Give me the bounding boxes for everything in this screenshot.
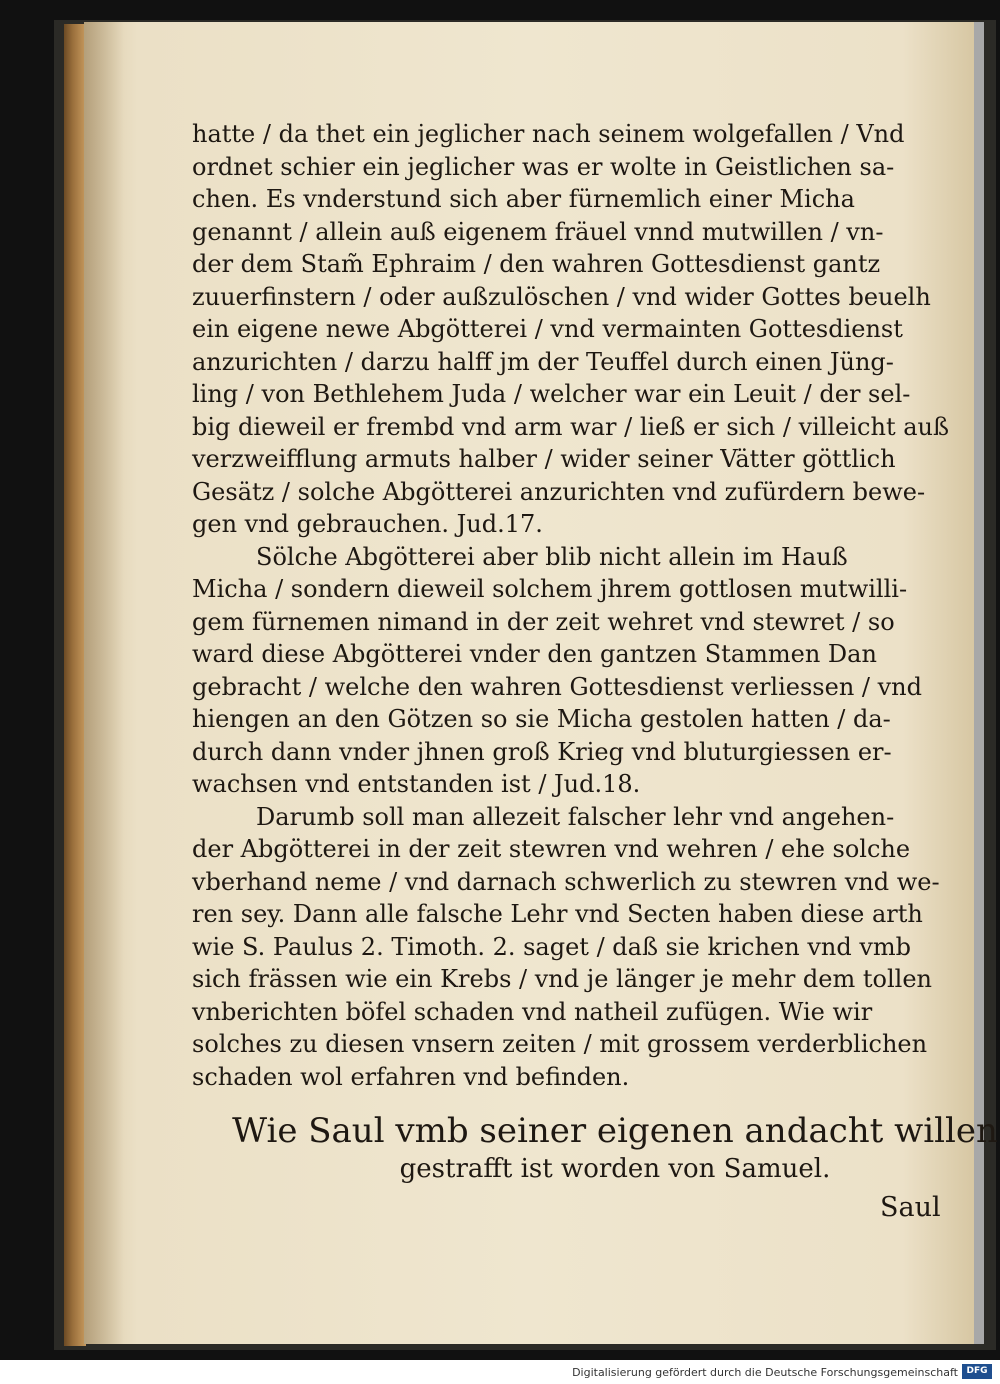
text-line: hatte / da thet ein jeglicher nach seinem wolgefallen / Vnd: [192, 120, 905, 148]
text-line: der Abgötterei in der zeit stewren vnd wehren / ehe solche: [192, 835, 911, 863]
text-line: ling / von Bethlehem Juda / welcher war ein Leuit / der sel-: [192, 380, 911, 408]
text-line: big dieweil er frembd vnd arm war / ließ er sich / villeicht auß: [192, 412, 950, 441]
dfg-logo-icon: DFG: [962, 1364, 992, 1379]
catchword: Saul: [880, 1192, 941, 1223]
text-line: Darumb soll man allezeit falscher lehr vnd angehen-: [256, 802, 895, 831]
heading-line-1: Wie Saul vmb seiner eigenen andacht willen: [232, 1111, 998, 1151]
text-line: der dem Stam̃ Ephraim / den wahren Gottesdienst gantz: [192, 250, 881, 278]
paragraph-3: [192, 801, 962, 1094]
text-line: wie S. Paulus 2. Timoth. 2. saget / daß sie krichen vnd vmb: [192, 932, 912, 961]
section-heading: [200, 1110, 1000, 1186]
paragraph-2: [192, 541, 962, 801]
text-line: hiengen an den Götzen so sie Micha gestolen hatten / da-: [192, 705, 891, 733]
text-line: sich frässen wie ein Krebs / vnd je länger je mehr dem tollen: [192, 965, 932, 993]
heading-line-2: gestrafft ist worden von Samuel.: [399, 1154, 831, 1184]
text-line: gen vnd gebrauchen. Jud.17.: [192, 510, 543, 538]
text-line: ein eigene newe Abgötterei / vnd vermainten Gottesdienst: [192, 315, 903, 343]
text-line: chen. Es vnderstund sich aber fürnemlich einer Micha: [192, 185, 855, 213]
text-line: ordnet schier ein jeglicher was er wolte in Geistlichen sa-: [192, 152, 895, 181]
text-line: vnberichten böfel schaden vnd natheil zufügen. Wie wir: [192, 997, 873, 1026]
text-line: zuuerfinstern / oder außzulöschen / vnd wider Gottes beuelh: [192, 282, 931, 311]
spine-shadow: [84, 22, 124, 1344]
text-line: schaden wol erfahren vnd befinden.: [192, 1062, 630, 1091]
text-line: vberhand neme / vnd darnach schwerlich zu stewren vnd we-: [192, 867, 940, 896]
text-line: wachsen vnd entstanden ist / Jud.18.: [192, 770, 641, 798]
text-line: gebracht / welche den wahren Gottesdienst verliessen / vnd: [192, 672, 922, 701]
text-line: solches zu diesen vnsern zeiten / mit grossem verderblichen: [192, 1030, 928, 1058]
text-line: ward diese Abgötterei vnder den gantzen Stammen Dan: [192, 640, 877, 668]
book-page-edges: [64, 24, 86, 1346]
text-line: genannt / allein auß eigenem fräuel vnnd mutwillen / vn-: [192, 217, 884, 246]
text-line: durch dann vnder jhnen groß Krieg vnd bluturgiessen er-: [192, 737, 892, 766]
body-text: [192, 118, 962, 1093]
text-line: Micha / sondern dieweil solchem jhrem gottlosen mutwilli-: [192, 575, 908, 603]
text-line: anzurichten / darzu halff jm der Teuffel durch einen Jüng-: [192, 347, 894, 376]
text-line: verzweifflung armuts halber / wider seiner Vätter göttlich: [192, 445, 896, 473]
text-line: ren sey. Dann alle falsche Lehr vnd Secten haben diese arth: [192, 900, 923, 928]
text-line: Sölche Abgötterei aber blib nicht allein im Hauß: [256, 542, 848, 571]
text-line: Gesätz / solche Abgötterei anzurichten vnd zufürdern bewe-: [192, 477, 926, 506]
paragraph-1: [192, 118, 962, 541]
text-line: gem fürnemen nimand in der zeit wehret vnd stewret / so: [192, 607, 895, 636]
footer-credit: Digitalisierung gefördert durch die Deutsche Forschungsgemeinschaft: [572, 1366, 958, 1379]
